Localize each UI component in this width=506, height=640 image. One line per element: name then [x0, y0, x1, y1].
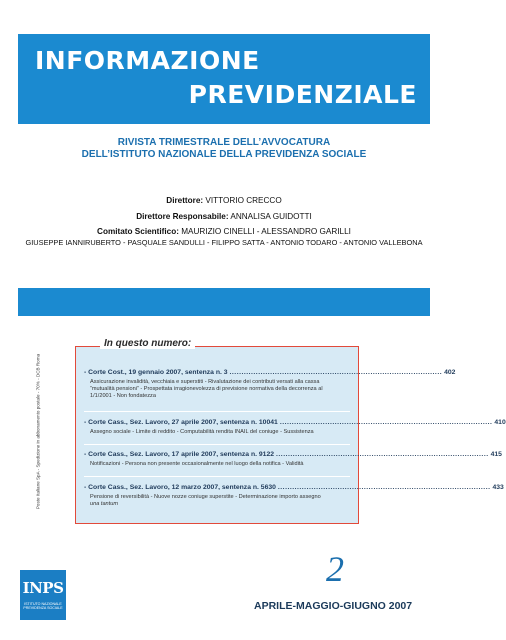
entry-title: - Corte Cass., Sez. Lavoro, 12 marzo 2007, sentenza n. 5630	[84, 484, 276, 491]
entry-description-italic: una tantum	[90, 501, 118, 507]
leader-dots: .........................................................................................	[279, 419, 493, 426]
contents-box	[75, 338, 506, 524]
contents-heading: In questo numero:	[100, 338, 195, 349]
contents-entry	[84, 451, 502, 468]
managing-director-label: Direttore Responsabile:	[136, 212, 229, 221]
entry-description	[84, 494, 325, 508]
entry-separator	[84, 411, 350, 412]
committee-line-1	[0, 227, 448, 237]
inps-logo	[20, 570, 66, 620]
entry-page: 410	[494, 419, 506, 426]
logo-caption-line-2: PREVIDENZA SOCIALE	[23, 606, 63, 610]
managing-director-line	[0, 212, 448, 222]
leader-dots: .........................................................................................	[276, 451, 489, 458]
committee-label: Comitato Scientifico:	[97, 227, 179, 236]
subtitle-line-2: DELL’ISTITUTO NAZIONALE DELLA PREVIDENZA SOCIALE	[81, 149, 367, 160]
director-label: Direttore:	[166, 196, 204, 205]
director-name: VITTORIO CRECCO	[205, 196, 282, 205]
entry-page: 415	[490, 451, 502, 458]
leader-dots: .........................................................................................	[229, 369, 443, 376]
entry-title: - Corte Cost., 19 gennaio 2007, sentenza n. 3	[84, 369, 228, 376]
decorative-bar	[18, 288, 430, 316]
postal-note: Poste Italiane SpA - Spedizione in abbonamento postale - 70% - DCB Roma	[35, 353, 41, 510]
committee-names-1: MAURIZIO CINELLI - ALESSANDRO GARILLI	[181, 227, 351, 236]
entry-separator	[84, 444, 350, 445]
contents-entry	[84, 419, 506, 436]
committee-line-2: GIUSEPPE IANNIRUBERTO - PASQUALE SANDULLI - FILIPPO SATTA - ANTONIO TODARO - ANTONIO VALLEBONA	[25, 238, 423, 247]
logo-caption	[20, 602, 66, 610]
subtitle-line-1: RIVISTA TRIMESTRALE DELL’AVVOCATURA	[117, 137, 331, 148]
director-line	[0, 196, 448, 206]
title-line-1: INFORMAZIONE	[35, 46, 260, 75]
entry-page: 433	[492, 484, 504, 491]
title-banner	[18, 34, 430, 124]
entry-separator	[84, 476, 350, 477]
entry-page: 402	[444, 369, 456, 376]
title-line-2: PREVIDENZIALE	[188, 80, 417, 109]
managing-director-name: ANNALISA GUIDOTTI	[230, 212, 312, 221]
leader-dots: .........................................................................................	[277, 484, 491, 491]
entry-title: - Corte Cass., Sez. Lavoro, 17 aprile 2007, sentenza n. 9122	[84, 451, 275, 458]
entry-description: Assegno sociale - Limite di reddito - Computabilità rendita INAIL del coniuge - Sussistenza	[90, 429, 314, 435]
issue-number: 2	[326, 549, 344, 589]
contents-entry	[84, 484, 504, 508]
entry-description-text: Pensione di reversibilità - Nuove nozze coniuge superstite - Determinazione importo assegno	[90, 494, 321, 500]
entry-description: Notificazioni - Persona non presente occasionalmente nel luogo della notifica - Validità	[90, 461, 304, 467]
issue-date: APRILE-MAGGIO-GIUGNO 2007	[254, 600, 413, 612]
entry-description: Assicurazione invalidità, vecchiaia e superstiti - Rivalutazione dei contributi versati alla cassa “mutualità pensioni” - Prospettata irragionevolezza di previsione normativa della decorrenza al 1/1/2001 - Non fondatezza	[90, 379, 323, 399]
logo-caption-line-1: ISTITUTO NAZIONALE	[24, 602, 62, 606]
logo-text: INPS	[22, 579, 64, 597]
contents-entry	[84, 369, 456, 400]
entry-title: - Corte Cass., Sez. Lavoro, 27 aprile 2007, sentenza n. 10041	[84, 419, 278, 426]
